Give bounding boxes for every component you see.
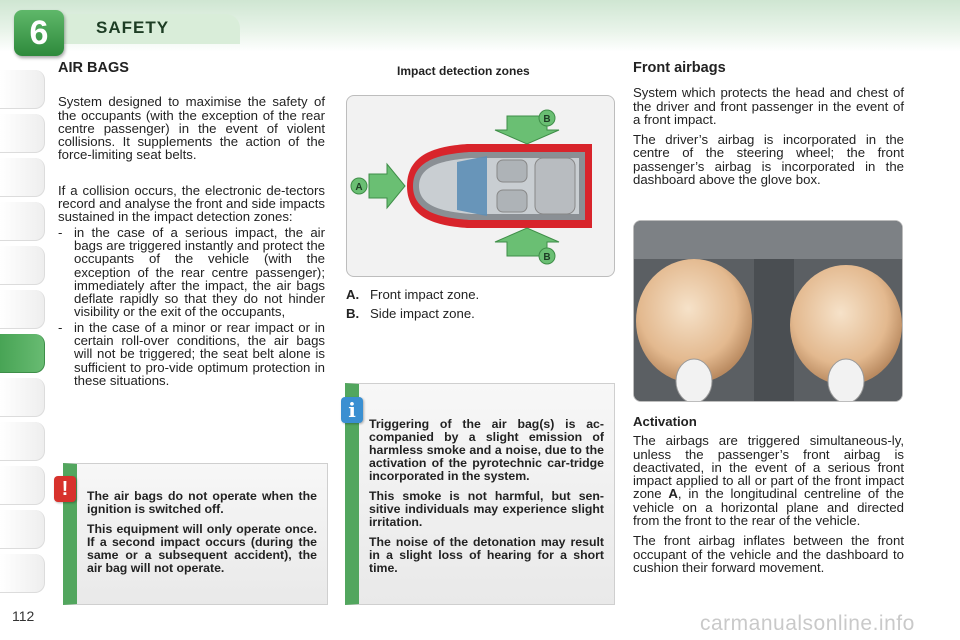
activation-text-1: The airbags are triggered simultaneous-ly, unless the passenger’s front airbag is deactivated, in the event of a serious front impact applied to all or part of the front impact zone xyxy=(633,433,904,502)
warning-callout xyxy=(63,463,328,605)
side-tab-2[interactable] xyxy=(0,114,45,153)
info-callout xyxy=(345,383,615,605)
side-tab-9[interactable] xyxy=(0,422,45,461)
figure-title: Impact detection zones xyxy=(397,64,530,78)
figure-legend xyxy=(346,287,613,325)
warning-callout-body xyxy=(77,464,327,575)
info-para3: The noise of the detonation may result in a slight loss of hearing for a short time. xyxy=(369,535,604,575)
airbags-illustration xyxy=(634,221,902,401)
zone-b-top-label: B xyxy=(543,114,551,125)
side-tab-11[interactable] xyxy=(0,510,45,549)
section-title: SAFETY xyxy=(96,18,170,37)
impact-zones-figure xyxy=(346,95,615,277)
info-para1: Triggering of the air bag(s) is ac-companied by a slight emission of harmless smoke and a noise, due to the activation of the pyrotechnic car-tridge incorporated in the system. xyxy=(369,417,604,483)
activation-zone: A xyxy=(668,486,678,502)
info-para2: This smoke is not harmful, but sen-sitive individuals may experience slight irritation. xyxy=(369,489,604,529)
page-number: 112 xyxy=(12,608,35,624)
right-column-top xyxy=(633,62,904,194)
front-airbags-para2: The driver’s airbag is incorporated in the centre of the steering wheel; the front passenger’s airbag is incorporated in the dashboard above the glove box. xyxy=(633,132,904,188)
legend-row-a xyxy=(346,287,613,302)
activation-title: Activation xyxy=(633,414,697,429)
chapter-badge[interactable]: 6 xyxy=(14,10,64,56)
legend-key-a: A. xyxy=(346,287,360,302)
activation-text-2: , in the longitudinal centreline of the vehicle on a horizontal plane and directed from the front to the rear of the vehicle. xyxy=(633,486,905,529)
side-tab-6[interactable] xyxy=(0,290,45,329)
inflation-paragraph: The front airbag inflates between the front occupant of the vehicle and the dashboard to cushion their forward movement. xyxy=(633,533,904,575)
dash-item-minor-text: in the case of a minor or rear impact or in certain roll-over conditions, the air bags will not be triggered; the seat belt alone is sufficient to pro-vide optimum protection in these situations. xyxy=(74,319,325,388)
legend-row-b xyxy=(346,306,613,321)
legend-key-b: B. xyxy=(346,306,360,321)
side-tab-10[interactable] xyxy=(0,466,45,505)
warning-line1: The air bags do not operate when the ignition is switched off. xyxy=(87,489,317,516)
zone-a-label: A xyxy=(355,182,363,193)
side-tab-8[interactable] xyxy=(0,378,45,417)
dash-item-serious-text: in the case of a serious impact, the air bags are triggered instantly and protect the occupants of the vehicle (with the exception of the rear centre passenger); immediately after the impact, the air bags deflate rapidly so that they do not hinder visibility or the exit of the occupants, xyxy=(74,224,325,320)
side-tab-5[interactable] xyxy=(0,246,45,285)
side-tab-4[interactable] xyxy=(0,202,45,241)
dash-item-minor: - in the case of a minor or rear impact or in certain roll-over conditions, the air bags will not be triggered; the seat belt alone is sufficient to pro-vide optimum protection in these situations. xyxy=(58,319,325,388)
zone-b-bottom-label: B xyxy=(543,252,551,263)
watermark: carmanualsonline.info xyxy=(700,612,915,635)
side-tab-7-active[interactable] xyxy=(0,334,45,373)
airbags-photo xyxy=(633,220,903,402)
impact-zones-illustration xyxy=(347,96,614,276)
activation-paragraph xyxy=(633,434,904,527)
front-airbags-title: Front airbags xyxy=(633,60,726,76)
info-icon: i xyxy=(341,397,363,423)
side-tab-3[interactable] xyxy=(0,158,45,197)
air-bags-intro: System designed to maximise the safety of the occupants (with the exception of the rear centre passenger) in the event of violent collisions. It supplements the action of the force-limiting seat belts. xyxy=(58,94,325,163)
air-bags-title: AIR BAGS xyxy=(58,60,129,76)
right-column-bottom xyxy=(633,415,904,582)
warning-line2: This equipment will only operate once. If a second impact occurs (during the same or a subsequent accident), the air bag will not operate. xyxy=(87,522,317,575)
legend-text-b: Side impact zone. xyxy=(370,306,475,321)
legend-text-a: Front impact zone. xyxy=(370,287,480,302)
front-airbags-para1: System which protects the head and chest of the driver and front passenger in the event of a front impact. xyxy=(633,85,904,127)
detection-paragraph: If a collision occurs, the electronic de-tectors record and analyse the front and side impacts sustained in the impact detection zones: xyxy=(58,182,325,225)
left-column xyxy=(58,62,325,387)
dash-item-serious: - in the case of a serious impact, the air bags are triggered instantly and protect the occupants of the vehicle (with the exception of the rear centre passenger); immediately after the impact, the air bags deflate rapidly so that they do not hinder visibility or the exit of the occupants, xyxy=(58,224,325,320)
warning-icon: ! xyxy=(54,476,76,502)
info-callout-body xyxy=(359,384,614,575)
side-tab-12[interactable] xyxy=(0,554,45,593)
side-tab-1[interactable] xyxy=(0,70,45,109)
